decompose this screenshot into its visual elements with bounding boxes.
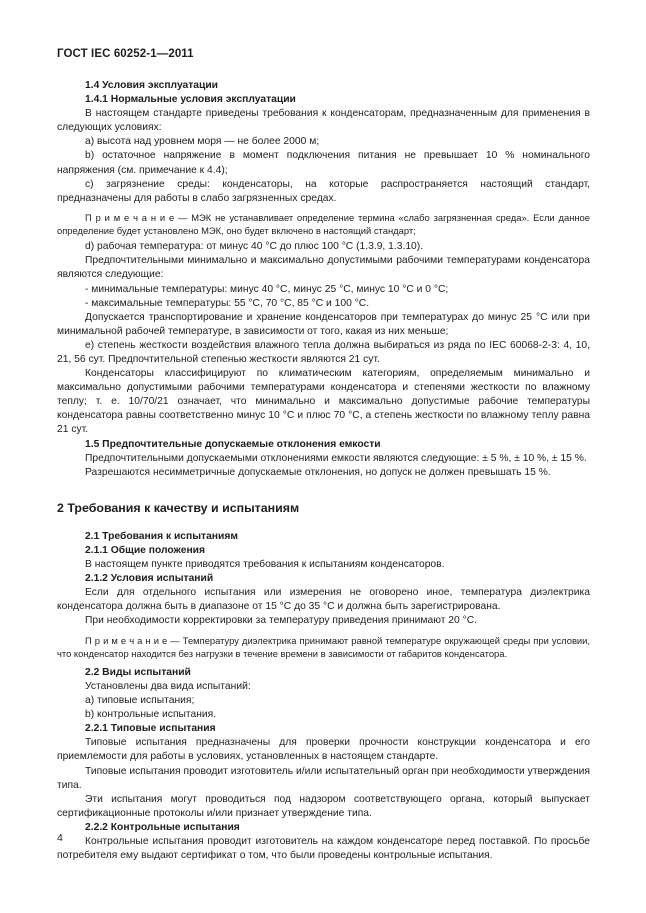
body-paragraph: В настоящем стандарте приведены требования к конденсаторам, предназначенным для применения в следующих условиях: bbox=[57, 108, 590, 134]
body-paragraph: - минимальные температуры: минус 40 °С, минус 25 °С, минус 10 °С и 0 °С; bbox=[85, 283, 449, 295]
note-text: — Температуру диэлектрика принимают равной температуре окружающей среды при условии, что конденсатор находится без нагрузки в течение времени в зависимости от габаритов конденсатора. bbox=[57, 634, 590, 659]
section-heading: 1.5 Предпочтительные допускаемые отклонения емкости bbox=[85, 438, 381, 450]
section-heading: 2.2 Виды испытаний bbox=[85, 666, 191, 678]
body-paragraph: c) загрязнение среды: конденсаторы, на которые распространяется настоящий стандарт, предназначены для работы в слабо загрязненных средах. bbox=[57, 178, 590, 204]
body-paragraph: b) контрольные испытания. bbox=[85, 709, 217, 721]
section-heading: 1.4 Условия эксплуатации bbox=[85, 80, 219, 91]
section-heading: 2.1 Требования к испытаниям bbox=[85, 530, 238, 542]
note-label: П р и м е ч а н и е bbox=[85, 211, 175, 223]
body-paragraph: Конденсаторы классифицируют по климатическим категориям, определяемым минимально и максимально допустимыми рабочими температурами конденсатора и степенями жесткости по влажному теплу; т. е. 10/70/21 означает, что минимально и максимально допустимые рабочие температуры конденсатора равны соответственно минус 10 °С и плюс 70 °С, а степень жесткости по влажному теплу равна 21 сут. bbox=[57, 368, 590, 436]
body-paragraph: Если для отдельного испытания или измерения не оговорено иное, температура диэлектрика конденсатора должна быть в диапазоне от 15 °С до 35 °С и должна быть зарегистрирована. bbox=[57, 587, 590, 613]
body-paragraph: Разрешаются несимметричные допускаемые отклонения, но допуск не должен превышать 15 %. bbox=[85, 466, 551, 478]
body-paragraph: a) высота над уровнем моря — не более 2000 м; bbox=[85, 136, 320, 148]
section-heading: 2.2.1 Типовые испытания bbox=[85, 723, 216, 735]
body-paragraph: Предпочтительными минимально и максимально допустимыми рабочими температурами конденсатора являются следующие: bbox=[57, 255, 590, 281]
chapter-heading: 2 Требования к качеству и испытаниям bbox=[57, 500, 300, 515]
body-paragraph: b) остаточное напряжение в момент подключения питания не превышает 10 % номинального напряжения (см. примечание к 4.4); bbox=[57, 150, 590, 176]
section-heading: 2.2.2 Контрольные испытания bbox=[85, 821, 240, 833]
body-paragraph: Контрольные испытания проводит изготовитель на каждом конденсаторе перед поставкой. По просьбе потребителя ему выдают сертификат о том, что были проведены контрольные испытания. bbox=[57, 836, 590, 862]
body-paragraph: Типовые испытания предназначены для проверки прочности конструкции конденсатора и его приемлемости для работы в условиях, установленных в настоящем стандарте. bbox=[57, 737, 590, 763]
page-number: 4 bbox=[57, 832, 63, 844]
section-heading: 1.4.1 Нормальные условия эксплуатации bbox=[85, 94, 296, 106]
body-paragraph: Эти испытания могут проводиться под надзором соответствующего органа, который выпускает сертификационные протоколы и/или признает утверждение типа. bbox=[57, 793, 590, 819]
body-paragraph: Установлены два вида испытаний: bbox=[85, 681, 251, 692]
body-paragraph: - максимальные температуры: 55 °С, 70 °С, 85 °С и 100 °С. bbox=[85, 297, 370, 309]
note-label: П р и м е ч а н и е bbox=[85, 634, 168, 646]
document-header: ГОСТ IEC 60252-1—2011 bbox=[57, 48, 194, 60]
body-paragraph: a) типовые испытания; bbox=[85, 695, 195, 707]
body-paragraph: d) рабочая температура: от минус 40 °С до плюс 100 °С (1.3.9, 1.3.10). bbox=[85, 241, 424, 253]
note-paragraph bbox=[57, 211, 590, 237]
note-paragraph bbox=[57, 634, 590, 660]
body-paragraph: Допускается транспортирование и хранение конденсаторов при температурах до минус 25 °С или при минимальной рабочей температуре, в зависимости от того, какая из них меньше; bbox=[57, 311, 590, 337]
body-paragraph: e) степень жесткости воздействия влажного тепла должна выбираться из ряда по IEC 60068-2-3: 4, 10, 21, 56 сут. Предпочтительной степенью жесткости являются 21 сут. bbox=[57, 339, 590, 365]
body-paragraph: В настоящем пункте приводятся требования к испытаниям конденсаторов. bbox=[85, 559, 445, 571]
body-paragraph: Предпочтительными допускаемыми отклонениями емкости являются следующие: ± 5 %, ± 10 %, ± 15 %. bbox=[85, 452, 587, 464]
body-paragraph: При необходимости корректировки за температуру приведения принимают 20 °С. bbox=[85, 615, 478, 627]
section-heading: 2.1.1 Общие положения bbox=[85, 544, 205, 556]
page-body bbox=[57, 79, 590, 863]
section-heading: 2.1.2 Условия испытаний bbox=[85, 573, 214, 585]
note-text: — МЭК не устанавливает определение термина «слабо загрязненная среда». Если данное определение будет установлено МЭК, оно будет включено в настоящий стандарт; bbox=[57, 211, 590, 237]
body-paragraph: Типовые испытания проводит изготовитель и/или испытательный орган при необходимости утверждения типа. bbox=[57, 765, 590, 791]
